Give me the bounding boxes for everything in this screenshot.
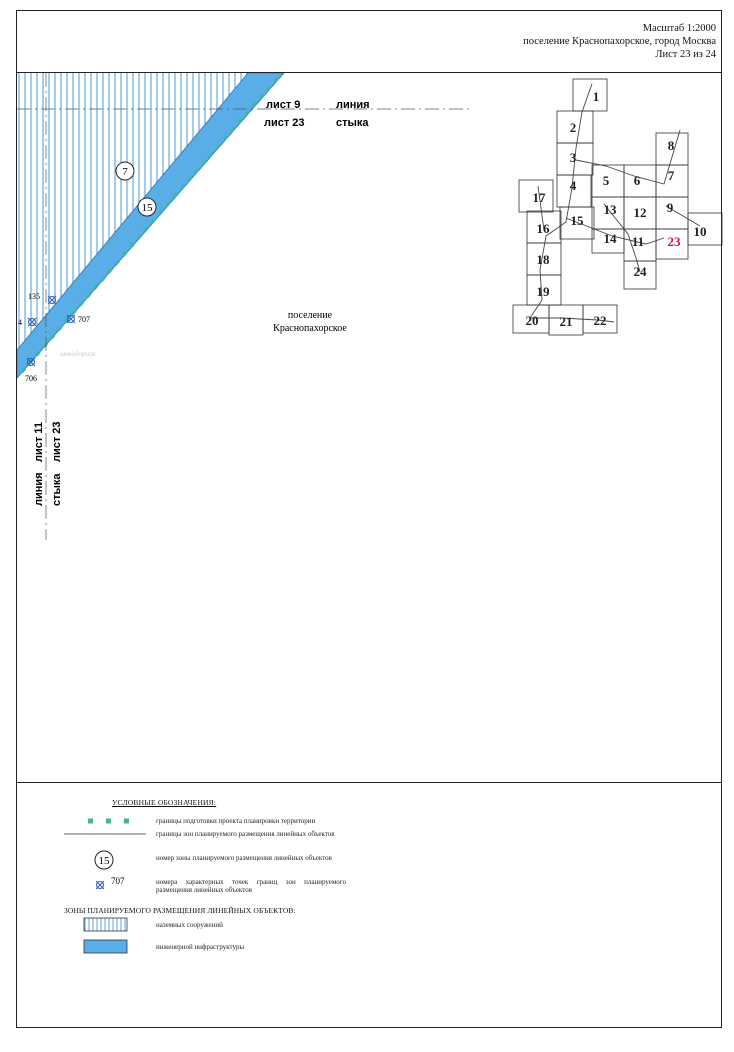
index-label-18: 18 bbox=[536, 252, 550, 267]
point-706-label: 706 bbox=[25, 374, 37, 383]
faint-road-label: автодорога bbox=[60, 350, 96, 358]
index-label-24: 24 bbox=[633, 264, 647, 279]
zone-number-7-label: 7 bbox=[122, 166, 128, 178]
legend-item-zone-boundary: границы зон планируемого размещения линейных объектов bbox=[156, 830, 335, 838]
index-label-21: 21 bbox=[559, 314, 573, 329]
sheet-label: Лист 23 из 24 bbox=[655, 49, 716, 60]
zone-number-7 bbox=[116, 162, 134, 180]
legend-zone-utility: инженерной инфраструктуры bbox=[156, 943, 245, 951]
point-707-label: 707 bbox=[78, 315, 90, 324]
legend-graphics bbox=[64, 821, 146, 953]
index-label-15: 15 bbox=[570, 213, 584, 228]
legend-zones-title: ЗОНЫ ПЛАНИРУЕМОГО РАЗМЕЩЕНИЯ ЛИНЕЙНЫХ ОБЪЕКТОВ: bbox=[64, 906, 296, 915]
legend-zone-number-sample: 15 bbox=[98, 855, 110, 867]
index-cell-1 bbox=[573, 79, 607, 111]
junction-top-word1: линия bbox=[336, 99, 370, 111]
point-135-label: 135 bbox=[28, 292, 40, 301]
legend-utility-swatch bbox=[84, 940, 127, 953]
index-label-9: 9 bbox=[666, 200, 674, 215]
legend-item-point-numbers: номера характерных точек границ зон планируемого размещения линейных объектов bbox=[156, 878, 346, 894]
index-label-6: 6 bbox=[633, 173, 641, 188]
index-label-12: 12 bbox=[633, 205, 647, 220]
index-label-14: 14 bbox=[603, 231, 617, 246]
main-map bbox=[17, 73, 470, 540]
index-label-10: 10 bbox=[693, 224, 707, 239]
junction-left-sheet11: лист 11 bbox=[33, 422, 45, 462]
index-label-13: 13 bbox=[603, 202, 617, 217]
junction-left-word1: линия bbox=[33, 472, 45, 506]
location-label: поселение Краснопахорское, город Москва bbox=[523, 36, 716, 47]
legend-title: УСЛОВНЫЕ ОБОЗНАЧЕНИЯ: bbox=[112, 798, 217, 807]
index-label-20: 20 bbox=[525, 313, 539, 328]
index-label-2: 2 bbox=[569, 120, 577, 135]
legend-point-number-sample: 707 bbox=[111, 876, 125, 886]
zone-number-15-label: 15 bbox=[141, 202, 153, 214]
index-label-22: 22 bbox=[593, 313, 607, 328]
legend-item-zone-number: номер зоны планируемого размещения линейных объектов bbox=[156, 854, 332, 862]
junction-top-sheet9: лист 9 bbox=[266, 99, 301, 111]
junction-left-sheet23: лист 23 bbox=[51, 421, 63, 462]
index-label-8: 8 bbox=[667, 138, 675, 153]
scale-label: Масштаб 1:2000 bbox=[642, 23, 716, 34]
index-label-16: 16 bbox=[536, 221, 550, 236]
index-label-4: 4 bbox=[569, 178, 577, 193]
legend-item-planning-boundary: границы подготовки проекта планировки территории bbox=[156, 817, 316, 825]
junction-top-word2: стыка bbox=[336, 117, 369, 129]
index-label-23: 23 bbox=[667, 234, 681, 249]
settlement-label-line2: Краснопахорское bbox=[273, 323, 347, 334]
index-label-1: 1 bbox=[592, 89, 600, 104]
index-label-19: 19 bbox=[536, 284, 550, 299]
index-label-7: 7 bbox=[667, 168, 675, 183]
junction-left-word2: стыка bbox=[51, 473, 63, 506]
junction-top-sheet23: лист 23 bbox=[264, 117, 305, 129]
settlement-label-line1: поселение bbox=[287, 310, 333, 321]
index-label-5: 5 bbox=[602, 173, 610, 188]
index-label-17: 17 bbox=[532, 190, 546, 205]
point-4-label: 4 bbox=[18, 318, 22, 327]
zone-number-15 bbox=[138, 198, 156, 216]
legend-surface-structures-swatch bbox=[84, 918, 127, 931]
legend-zone-surface-structures: наземных сооружений bbox=[156, 921, 223, 929]
index-label-3: 3 bbox=[569, 150, 577, 165]
index-label-11: 11 bbox=[631, 234, 645, 249]
